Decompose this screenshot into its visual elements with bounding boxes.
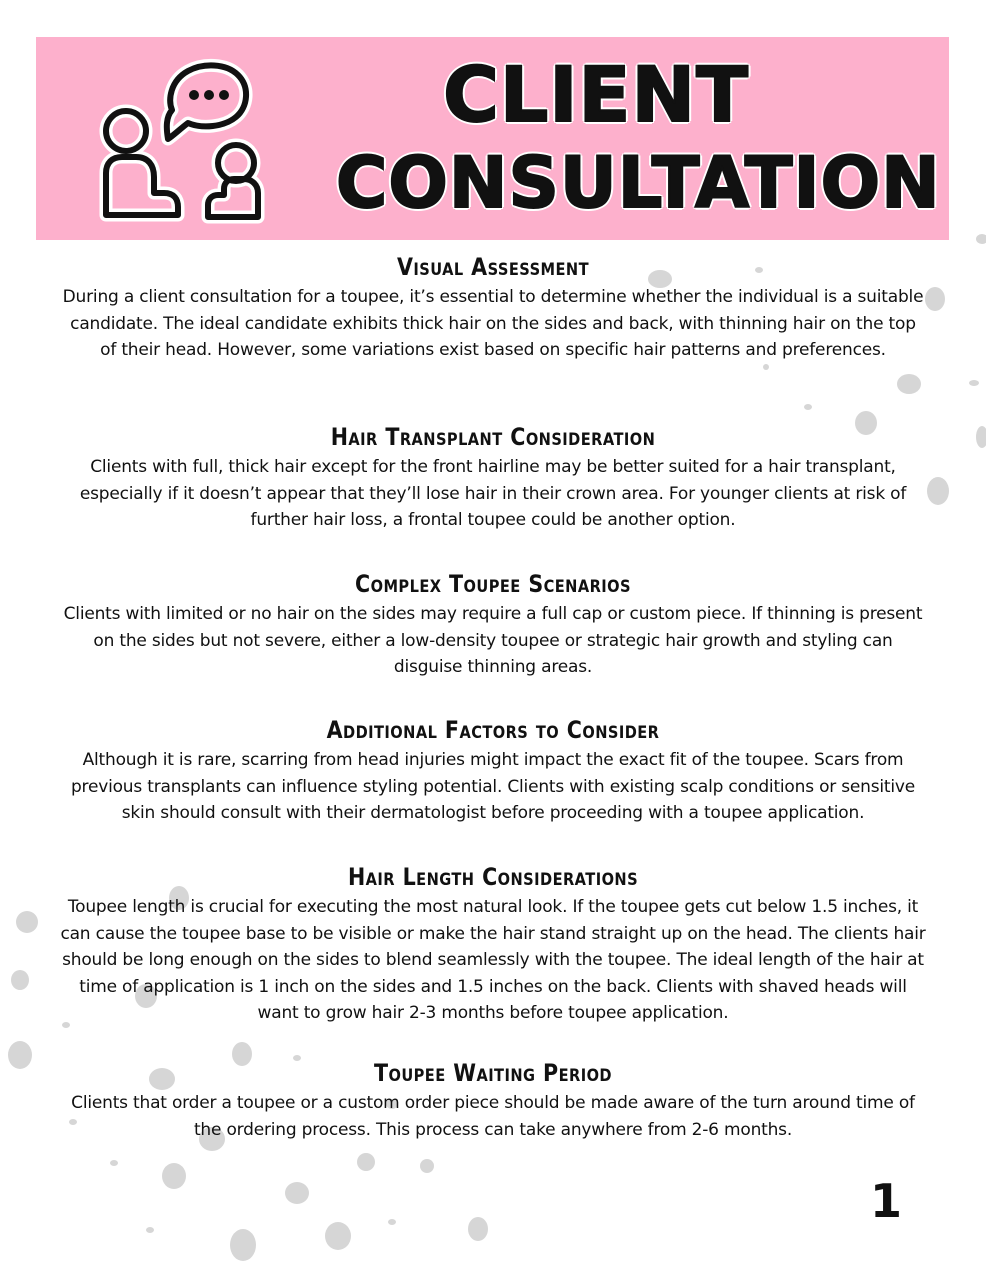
section-heading: Hair Length Considerations xyxy=(347,863,639,891)
section-body: Clients with full, thick hair except for the front hairline may be better suited for a hair transplant, especially if it doesn’t appear that they’ll lose hair in their crown area. For younger clients at risk of further hair loss, a frontal toupee could be another option. xyxy=(79,457,907,530)
section-heading: Toupee Waiting Period xyxy=(373,1059,613,1087)
section-complex-toupee-scenarios xyxy=(60,567,926,681)
page-number: 1 xyxy=(869,1174,902,1228)
title-line-1: CLIENT xyxy=(443,50,749,139)
section-body: Although it is rare, scarring from head injuries might impact the exact fit of the toupee. Scars from previous transplants can influence styling potential. Clients with existing scalp conditions or sensitive skin should consult with their dermatologist before proceeding with a toupee application. xyxy=(70,750,916,823)
section-hair-length-considerations xyxy=(60,860,926,1027)
section-heading: Hair Transplant Consideration xyxy=(330,423,656,451)
client-consultation-icon xyxy=(98,55,268,225)
title-line-2: CONSULTATION xyxy=(336,142,941,224)
section-body: Clients with limited or no hair on the sides may require a full cap or custom piece. If thinning is present on the sides but not severe, either a low-density toupee or strategic hair growth and styling can disguise thinning areas. xyxy=(63,604,923,677)
section-toupee-waiting-period xyxy=(60,1056,926,1143)
section-body: Toupee length is crucial for executing the most natural look. If the toupee gets cut below 1.5 inches, it can cause the toupee base to be visible or make the hair stand straight up on the head. The clients hair should be long enough on the sides to blend seamlessly with the toupee. The ideal length of the hair at time of application is 1 inch on the sides and 1.5 inches on the back. Clients with shaved heads will want to grow hair 2-3 months before toupee application. xyxy=(60,897,926,1023)
header-banner xyxy=(36,37,949,240)
page-title xyxy=(336,50,941,227)
section-heading: Visual Assessment xyxy=(396,253,589,281)
section-heading: Additional Factors to Consider xyxy=(326,716,660,744)
section-hair-transplant-consideration xyxy=(60,420,926,534)
section-body: During a client consultation for a toupee, it’s essential to determine whether the individual is a suitable candidate. The ideal candidate exhibits thick hair on the sides and back, with thinning hair on the top of their head. However, some variations exist based on specific hair patterns and preferences. xyxy=(62,287,924,360)
section-body: Clients that order a toupee or a custom order piece should be made aware of the turn around time of the ordering process. This process can take anywhere from 2-6 months. xyxy=(71,1093,915,1140)
section-visual-assessment xyxy=(60,250,926,364)
section-additional-factors xyxy=(60,713,926,827)
section-heading: Complex Toupee Scenarios xyxy=(355,570,631,598)
